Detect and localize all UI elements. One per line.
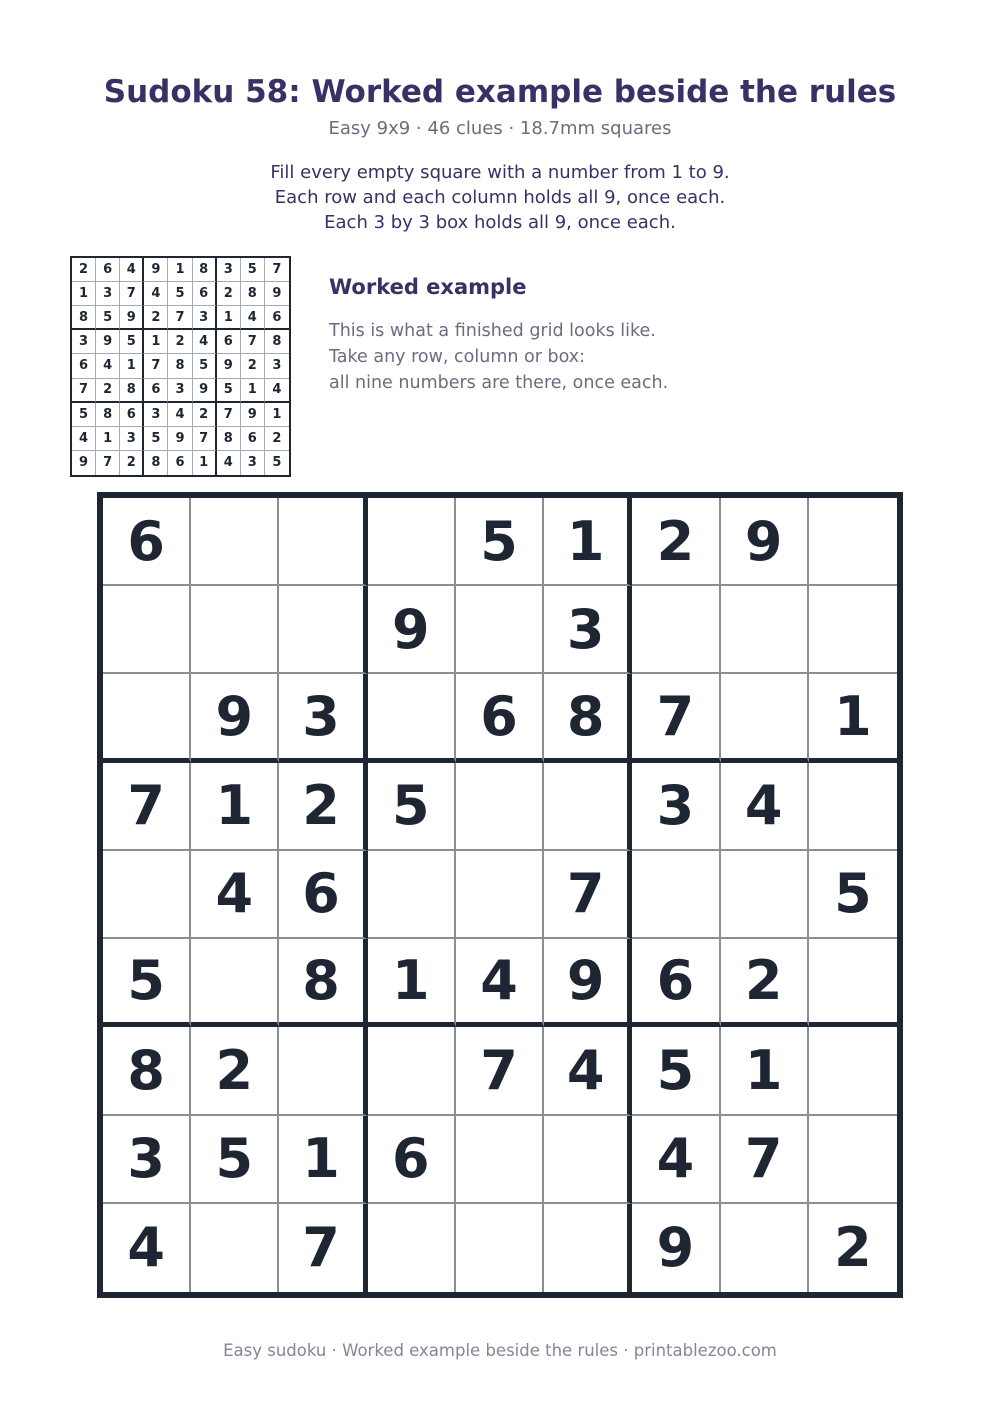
- example-cell-clue: 8: [168, 354, 192, 378]
- sudoku-cell-clue: 5: [632, 1027, 720, 1115]
- sudoku-cell-empty[interactable]: [191, 586, 279, 674]
- example-cell-clue: 8: [265, 330, 289, 354]
- sudoku-cell-empty[interactable]: [809, 939, 897, 1027]
- example-cell-clue: 6: [217, 330, 241, 354]
- sudoku-cell-clue: 9: [721, 498, 809, 586]
- sudoku-cell-empty[interactable]: [809, 1116, 897, 1204]
- worked-example-grid: [70, 256, 291, 477]
- sudoku-cell-clue: 8: [103, 1027, 191, 1115]
- sudoku-cell-clue: 5: [191, 1116, 279, 1204]
- example-cell-clue: 2: [72, 258, 96, 282]
- example-cell-clue: 8: [120, 379, 144, 403]
- example-cell-clue: 4: [217, 451, 241, 475]
- sudoku-cell-clue: 4: [191, 851, 279, 939]
- example-cell-clue: 5: [168, 282, 192, 306]
- example-cell-clue: 7: [265, 258, 289, 282]
- sudoku-cell-clue: 1: [368, 939, 456, 1027]
- example-cell-clue: 6: [72, 354, 96, 378]
- example-cell-clue: 9: [265, 282, 289, 306]
- sudoku-cell-empty[interactable]: [456, 586, 544, 674]
- example-cell-clue: 1: [241, 379, 265, 403]
- example-cell-clue: 8: [96, 403, 120, 427]
- example-cell-clue: 3: [241, 451, 265, 475]
- example-cell-clue: 6: [241, 427, 265, 451]
- example-cell-clue: 6: [96, 258, 120, 282]
- sudoku-cell-clue: 7: [103, 763, 191, 851]
- sudoku-cell-empty[interactable]: [809, 586, 897, 674]
- sudoku-cell-clue: 7: [632, 674, 720, 762]
- example-cell-clue: 7: [96, 451, 120, 475]
- example-cell-clue: 3: [96, 282, 120, 306]
- example-cell-clue: 7: [193, 427, 217, 451]
- sudoku-cell-empty[interactable]: [809, 763, 897, 851]
- example-cell-clue: 5: [193, 354, 217, 378]
- example-cell-clue: 4: [72, 427, 96, 451]
- sudoku-cell-empty[interactable]: [721, 1204, 809, 1292]
- sudoku-cell-clue: 8: [544, 674, 632, 762]
- sudoku-cell-empty[interactable]: [544, 1116, 632, 1204]
- example-cell-clue: 9: [193, 379, 217, 403]
- sudoku-cell-empty[interactable]: [544, 1204, 632, 1292]
- example-cell-clue: 5: [217, 379, 241, 403]
- sudoku-cell-clue: 6: [279, 851, 367, 939]
- example-cell-clue: 3: [265, 354, 289, 378]
- sudoku-cell-empty[interactable]: [103, 586, 191, 674]
- sudoku-cell-clue: 2: [191, 1027, 279, 1115]
- example-cell-clue: 5: [272, 455, 282, 471]
- example-cell-clue: 7: [168, 306, 192, 330]
- sudoku-cell-empty[interactable]: [191, 939, 279, 1027]
- example-cell-clue: 2: [120, 451, 144, 475]
- example-cell-clue: 9: [241, 403, 265, 427]
- rule-line: Fill every empty square with a number from 1 to 9.: [270, 162, 730, 183]
- sudoku-cell-clue: 4: [544, 1027, 632, 1115]
- example-cell-clue: 2: [96, 379, 120, 403]
- sudoku-cell-clue: 4: [456, 939, 544, 1027]
- example-cell-clue: 4: [241, 306, 265, 330]
- sudoku-cell-empty[interactable]: [103, 674, 191, 762]
- worked-example-text: [329, 318, 668, 396]
- example-cell-clue: 7: [144, 354, 168, 378]
- example-cell-clue: 7: [72, 379, 96, 403]
- rule-line: Each row and each column holds all 9, once each.: [274, 187, 726, 208]
- example-cell-clue: 8: [144, 451, 168, 475]
- sudoku-cell-empty[interactable]: [368, 1204, 456, 1292]
- example-cell-clue: 3: [168, 379, 192, 403]
- sudoku-cell-empty[interactable]: [632, 851, 720, 939]
- example-cell-clue: 9: [168, 427, 192, 451]
- sudoku-cell-clue: 4: [103, 1204, 191, 1292]
- rules-block: [0, 160, 1000, 235]
- sudoku-cell-clue: 5: [368, 763, 456, 851]
- example-cell-clue: 4: [144, 282, 168, 306]
- example-cell-clue: 2: [193, 403, 217, 427]
- rule-line: Each 3 by 3 box holds all 9, once each.: [324, 212, 676, 233]
- sudoku-cell-clue: 9: [544, 939, 632, 1027]
- sudoku-cell-empty[interactable]: [809, 1027, 897, 1115]
- sudoku-cell-clue: 3: [279, 674, 367, 762]
- example-cell-clue: 4: [168, 403, 192, 427]
- example-line: all nine numbers are there, once each.: [329, 373, 669, 393]
- sudoku-cell-clue: 6: [632, 939, 720, 1027]
- sudoku-cell-clue: 2: [721, 939, 809, 1027]
- sudoku-cell-clue: 6: [368, 1116, 456, 1204]
- sudoku-cell-empty[interactable]: [721, 586, 809, 674]
- example-cell-clue: 9: [120, 306, 144, 330]
- example-cell-clue: 1: [217, 306, 241, 330]
- example-line: Take any row, column or box:: [329, 347, 586, 367]
- sudoku-cell-empty[interactable]: [456, 1116, 544, 1204]
- example-cell-clue: 5: [120, 330, 144, 354]
- example-cell-clue: 1: [265, 403, 289, 427]
- example-cell-clue: 1: [96, 427, 120, 451]
- example-cell-clue: 6: [193, 282, 217, 306]
- sudoku-cell-empty[interactable]: [279, 498, 367, 586]
- example-line: This is what a finished grid looks like.: [329, 321, 656, 341]
- example-cell-clue: 9: [72, 451, 96, 475]
- example-cell-clue: 6: [265, 306, 289, 330]
- sudoku-cell-clue: 1: [721, 1027, 809, 1115]
- sudoku-cell-empty[interactable]: [368, 674, 456, 762]
- sudoku-cell-clue: 7: [456, 1027, 544, 1115]
- example-cell-clue: 1: [144, 330, 168, 354]
- example-cell-clue: 8: [241, 282, 265, 306]
- sudoku-cell-clue: 1: [191, 763, 279, 851]
- example-cell-clue: 7: [241, 330, 265, 354]
- example-cell-clue: 1: [168, 258, 192, 282]
- sudoku-cell-clue: 9: [632, 1204, 720, 1292]
- sudoku-cell-clue: 2: [279, 763, 367, 851]
- example-cell-clue: 8: [193, 258, 217, 282]
- example-cell-clue: 2: [168, 330, 192, 354]
- footer-text: Easy sudoku · Worked example beside the rules · printablezoo.com: [223, 1341, 777, 1360]
- page-title: Sudoku 58: Worked example beside the rules: [103, 74, 897, 110]
- sudoku-cell-clue: 1: [544, 498, 632, 586]
- example-cell-clue: 7: [217, 403, 241, 427]
- example-cell-clue: 6: [144, 379, 168, 403]
- example-cell-clue: 8: [217, 427, 241, 451]
- puzzle-subtitle: Easy 9x9 · 46 clues · 18.7mm squares: [328, 118, 672, 139]
- sudoku-cell-clue: 1: [279, 1116, 367, 1204]
- sudoku-grid: [97, 492, 903, 1298]
- sudoku-cell-empty[interactable]: [368, 851, 456, 939]
- sudoku-cell-clue: 8: [279, 939, 367, 1027]
- example-cell-clue: 3: [193, 306, 217, 330]
- example-cell-clue: 8: [72, 306, 96, 330]
- example-cell-clue: 5: [144, 427, 168, 451]
- example-cell-clue: 4: [96, 354, 120, 378]
- example-cell-clue: 2: [217, 282, 241, 306]
- example-cell-clue: 5: [72, 403, 96, 427]
- sudoku-cell-empty[interactable]: [456, 851, 544, 939]
- example-cell-clue: 9: [217, 354, 241, 378]
- sudoku-cell-clue: 6: [103, 498, 191, 586]
- sudoku-cell-empty[interactable]: [103, 851, 191, 939]
- sudoku-cell-clue: 3: [103, 1116, 191, 1204]
- example-cell-clue: 1: [193, 451, 217, 475]
- example-cell-clue: 5: [96, 306, 120, 330]
- sudoku-cell-clue: 1: [809, 674, 897, 762]
- sudoku-cell-empty[interactable]: [368, 1027, 456, 1115]
- sudoku-cell-empty[interactable]: [279, 586, 367, 674]
- sudoku-cell-clue: 5: [809, 851, 897, 939]
- sudoku-cell-clue: 2: [834, 1216, 872, 1280]
- sudoku-cell-empty[interactable]: [544, 763, 632, 851]
- sudoku-cell-clue: 9: [368, 586, 456, 674]
- sudoku-cell-clue: 7: [279, 1204, 367, 1292]
- example-cell-clue: 4: [120, 258, 144, 282]
- example-cell-clue: 1: [72, 282, 96, 306]
- sudoku-cell-empty[interactable]: [279, 1027, 367, 1115]
- sudoku-cell-clue: 9: [191, 674, 279, 762]
- example-cell-clue: 3: [120, 427, 144, 451]
- sudoku-cell-empty[interactable]: [721, 674, 809, 762]
- sudoku-cell-clue: 7: [721, 1116, 809, 1204]
- example-cell-clue: 4: [193, 330, 217, 354]
- example-cell-clue: 2: [265, 427, 289, 451]
- example-cell-clue: 4: [265, 379, 289, 403]
- example-cell-clue: 6: [168, 451, 192, 475]
- sudoku-cell-clue: 4: [721, 763, 809, 851]
- example-cell-clue: 9: [96, 330, 120, 354]
- sudoku-cell-empty[interactable]: [809, 498, 897, 586]
- example-cell-clue: 7: [120, 282, 144, 306]
- sudoku-cell-empty[interactable]: [368, 498, 456, 586]
- sudoku-cell-empty[interactable]: [721, 851, 809, 939]
- sudoku-cell-empty[interactable]: [191, 1204, 279, 1292]
- example-cell-clue: 9: [144, 258, 168, 282]
- sudoku-cell-clue: 3: [632, 763, 720, 851]
- example-cell-clue: 3: [72, 330, 96, 354]
- example-cell-clue: 3: [144, 403, 168, 427]
- sudoku-cell-clue: 6: [456, 674, 544, 762]
- example-cell-clue: 1: [120, 354, 144, 378]
- sudoku-cell-empty[interactable]: [456, 763, 544, 851]
- sudoku-cell-empty[interactable]: [632, 586, 720, 674]
- sudoku-cell-empty[interactable]: [456, 1204, 544, 1292]
- example-cell-clue: 5: [241, 258, 265, 282]
- sudoku-cell-clue: 4: [632, 1116, 720, 1204]
- example-cell-clue: 3: [217, 258, 241, 282]
- worked-example-heading: Worked example: [329, 275, 527, 299]
- example-cell-clue: 2: [241, 354, 265, 378]
- sudoku-cell-clue: 3: [544, 586, 632, 674]
- sudoku-cell-clue: 2: [632, 498, 720, 586]
- sudoku-cell-empty[interactable]: [191, 498, 279, 586]
- sudoku-cell-clue: 5: [456, 498, 544, 586]
- sudoku-cell-clue: 5: [103, 939, 191, 1027]
- example-cell-clue: 6: [120, 403, 144, 427]
- sudoku-cell-clue: 7: [544, 851, 632, 939]
- example-cell-clue: 2: [144, 306, 168, 330]
